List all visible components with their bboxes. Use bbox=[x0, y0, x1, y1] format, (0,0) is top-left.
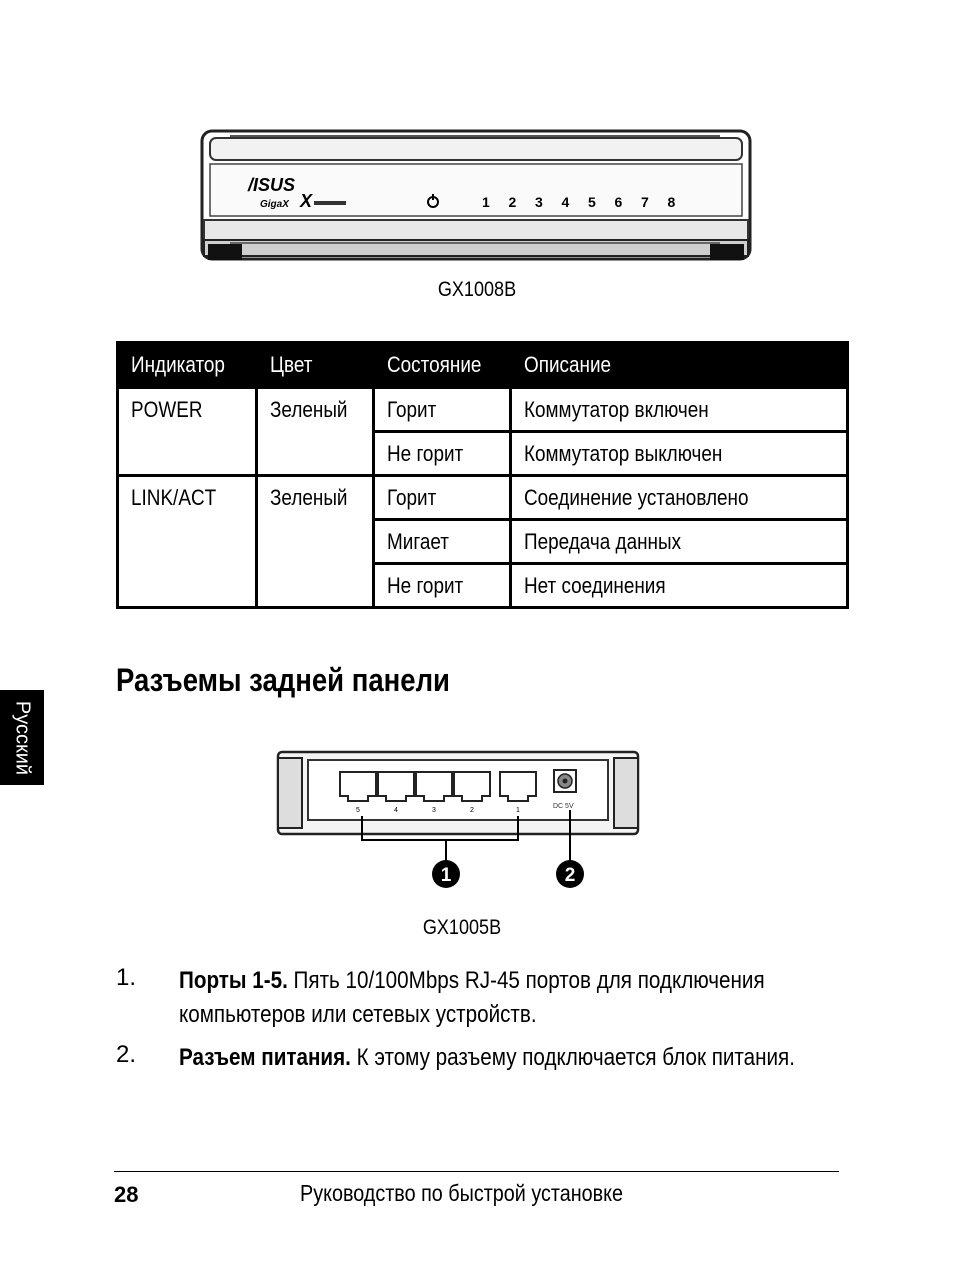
port-number-label: 2 bbox=[470, 807, 474, 814]
header-state: Состояние bbox=[374, 343, 511, 388]
list-number: 2. bbox=[116, 1041, 137, 1068]
svg-text:1: 1 bbox=[440, 865, 452, 886]
led-number-label: 2 bbox=[508, 194, 517, 210]
svg-text:X: X bbox=[300, 191, 313, 211]
port-number-label: 1 bbox=[516, 807, 520, 814]
led-number-label: 7 bbox=[641, 194, 649, 210]
front-panel-figure bbox=[200, 128, 752, 263]
led-number-label: 5 bbox=[588, 194, 596, 210]
led-number-label: 3 bbox=[535, 194, 543, 210]
state-cell: Не горит bbox=[374, 564, 511, 608]
port-number-label: 5 bbox=[356, 807, 360, 814]
led-indicator-table bbox=[116, 341, 849, 609]
page-number: 28 bbox=[114, 1182, 139, 1207]
svg-text:GigaX: GigaX bbox=[260, 199, 289, 210]
header-color: Цвет bbox=[257, 343, 374, 388]
footer-title: Руководство по быстрой установке bbox=[300, 1180, 624, 1206]
led-number-label: 1 bbox=[482, 194, 490, 210]
color-cell: Зеленый bbox=[257, 388, 374, 476]
indicator-cell: LINK/ACT bbox=[118, 476, 257, 608]
callout-2-icon bbox=[556, 860, 584, 888]
table-header-row bbox=[118, 343, 848, 388]
power-label: DC 5V bbox=[553, 803, 574, 810]
rear-figure-caption: GX1005B bbox=[422, 916, 502, 939]
state-cell: Мигает bbox=[374, 520, 511, 564]
rear-panel-figure bbox=[274, 746, 642, 894]
description-cell: Соединение установлено bbox=[511, 476, 848, 520]
color-cell: Зеленый bbox=[257, 476, 374, 608]
header-description: Описание bbox=[511, 343, 848, 388]
table-row bbox=[118, 388, 848, 432]
state-cell: Горит bbox=[374, 388, 511, 432]
led-number-label: 4 bbox=[561, 194, 570, 210]
footer-divider bbox=[114, 1171, 839, 1172]
table-row bbox=[118, 476, 848, 520]
led-number-label: 6 bbox=[614, 194, 623, 210]
port-number-label: 3 bbox=[432, 807, 436, 814]
power-jack-icon bbox=[554, 770, 576, 792]
callout-1-icon bbox=[432, 860, 460, 888]
language-side-tab bbox=[0, 690, 44, 785]
description-cell: Нет соединения bbox=[511, 564, 848, 608]
svg-text:2: 2 bbox=[564, 865, 576, 886]
language-label: Русский bbox=[11, 700, 34, 775]
front-figure-caption: GX1008B bbox=[437, 278, 517, 301]
state-cell: Не горит bbox=[374, 432, 511, 476]
description-cell: Коммутатор выключен bbox=[511, 432, 848, 476]
list-number: 1. bbox=[116, 964, 137, 991]
section-title: Разъемы задней панели bbox=[116, 662, 450, 698]
header-indicator: Индикатор bbox=[118, 343, 257, 388]
description-cell: Передача данных bbox=[511, 520, 848, 564]
indicator-cell: POWER bbox=[118, 388, 257, 476]
port-number-label: 4 bbox=[394, 807, 398, 814]
brand-logo: /ISUS bbox=[248, 175, 296, 195]
led-number-label: 8 bbox=[667, 194, 676, 210]
description-cell: Коммутатор включен bbox=[511, 388, 848, 432]
list-text: Порты 1-5. Пять 10/100Mbps RJ-45 портов для подключения компьютеров или сетевых устройств. bbox=[179, 967, 765, 1028]
state-cell: Горит bbox=[374, 476, 511, 520]
list-text: Разъем питания. К этому разъему подключается блок питания. bbox=[179, 1044, 795, 1071]
